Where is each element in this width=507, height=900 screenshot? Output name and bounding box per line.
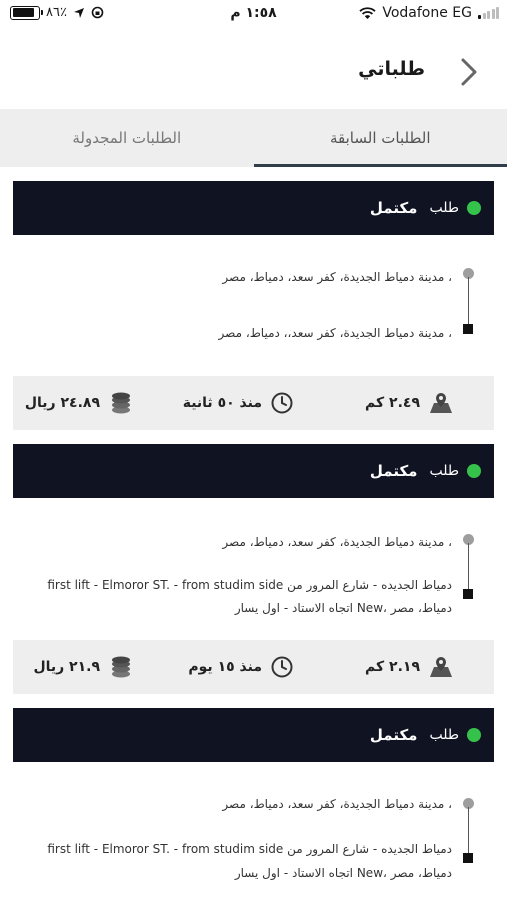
map-pin-icon — [428, 655, 454, 679]
app-header — [0, 30, 507, 108]
dropoff-address-line2: دمياط، مصر ،New اتجاه الاستاد - اول يسار — [234, 866, 452, 880]
map-pin-icon — [428, 391, 454, 415]
order-label: طلب — [429, 463, 459, 479]
distance-value: ٢.٤٩ كم — [365, 395, 420, 411]
order-label: طلب — [429, 200, 459, 216]
route-line — [468, 543, 470, 593]
fare-stat — [33, 640, 134, 694]
clock-icon — [270, 655, 294, 679]
order-card-header[interactable] — [13, 181, 494, 235]
route-line — [468, 807, 470, 857]
carrier-name: Vodafone EG — [382, 5, 472, 21]
orders-tabs — [0, 109, 507, 167]
wifi-icon — [359, 7, 376, 20]
status-bar — [0, 0, 507, 30]
coins-icon — [108, 391, 134, 415]
signal-icon — [478, 7, 499, 19]
status-dot-icon — [467, 201, 481, 215]
status-dot-icon — [467, 464, 481, 478]
distance-stat — [365, 376, 454, 430]
order-route[interactable] — [13, 235, 494, 376]
dropoff-address-line2: دمياط، مصر ،New اتجاه الاستاد - اول يسار — [234, 601, 452, 615]
route-line — [468, 277, 470, 327]
time-stat — [188, 640, 294, 694]
pickup-address: ، مدينة دمياط الجديدة، كفر سعد، دمياط، مصر — [222, 270, 452, 284]
status-time: ١:٥٨ م — [230, 5, 277, 21]
pickup-address: ، مدينة دمياط الجديدة، كفر سعد، دمياط، مصر — [222, 535, 452, 549]
dropoff-address: دمياط الجديده - شارع المرور من first lift - Elmoror ST. - from studim side — [47, 578, 452, 592]
order-route[interactable] — [13, 762, 494, 900]
order-status: مكتمل — [369, 726, 418, 744]
distance-stat — [365, 640, 454, 694]
dropoff-address: ، مدينة دمياط الجديدة، كفر سعد،، دمياط، مصر — [218, 326, 452, 340]
pickup-address: ، مدينة دمياط الجديدة، كفر سعد، دمياط، مصر — [222, 797, 452, 811]
time-stat — [183, 376, 294, 430]
order-card-header[interactable] — [13, 444, 494, 498]
order-card-header[interactable] — [13, 708, 494, 762]
tab-previous-orders[interactable]: الطلبات السابقة — [254, 109, 507, 167]
order-stats — [13, 376, 494, 430]
order-status: مكتمل — [369, 462, 418, 480]
tab-scheduled-orders[interactable]: الطلبات المجدولة — [72, 129, 182, 147]
distance-value: ٢.١٩ كم — [365, 659, 420, 675]
order-route[interactable] — [13, 498, 494, 640]
coins-icon — [108, 655, 134, 679]
order-status: مكتمل — [369, 199, 418, 217]
dropoff-address: دمياط الجديده - شارع المرور من first lift - Elmoror ST. - from studim side — [47, 842, 452, 856]
page-title: طلباتي — [358, 58, 425, 80]
dropoff-square-icon — [463, 589, 473, 599]
time-ago-value: منذ ١٥ يوم — [188, 659, 262, 675]
status-dot-icon — [467, 728, 481, 742]
battery-percent: ٨٦٪ — [46, 5, 67, 20]
fare-value: ٢١.٩ ريال — [33, 659, 100, 675]
back-chevron-icon[interactable] — [455, 56, 483, 88]
order-stats — [13, 640, 494, 694]
fare-stat — [25, 376, 134, 430]
clock-icon — [270, 391, 294, 415]
dropoff-square-icon — [463, 853, 473, 863]
dropoff-square-icon — [463, 324, 473, 334]
order-label: طلب — [429, 727, 459, 743]
fare-value: ٢٤.٨٩ ريال — [24, 395, 100, 411]
status-right-group — [359, 5, 499, 21]
time-ago-value: منذ ٥٠ ثانية — [182, 395, 262, 411]
